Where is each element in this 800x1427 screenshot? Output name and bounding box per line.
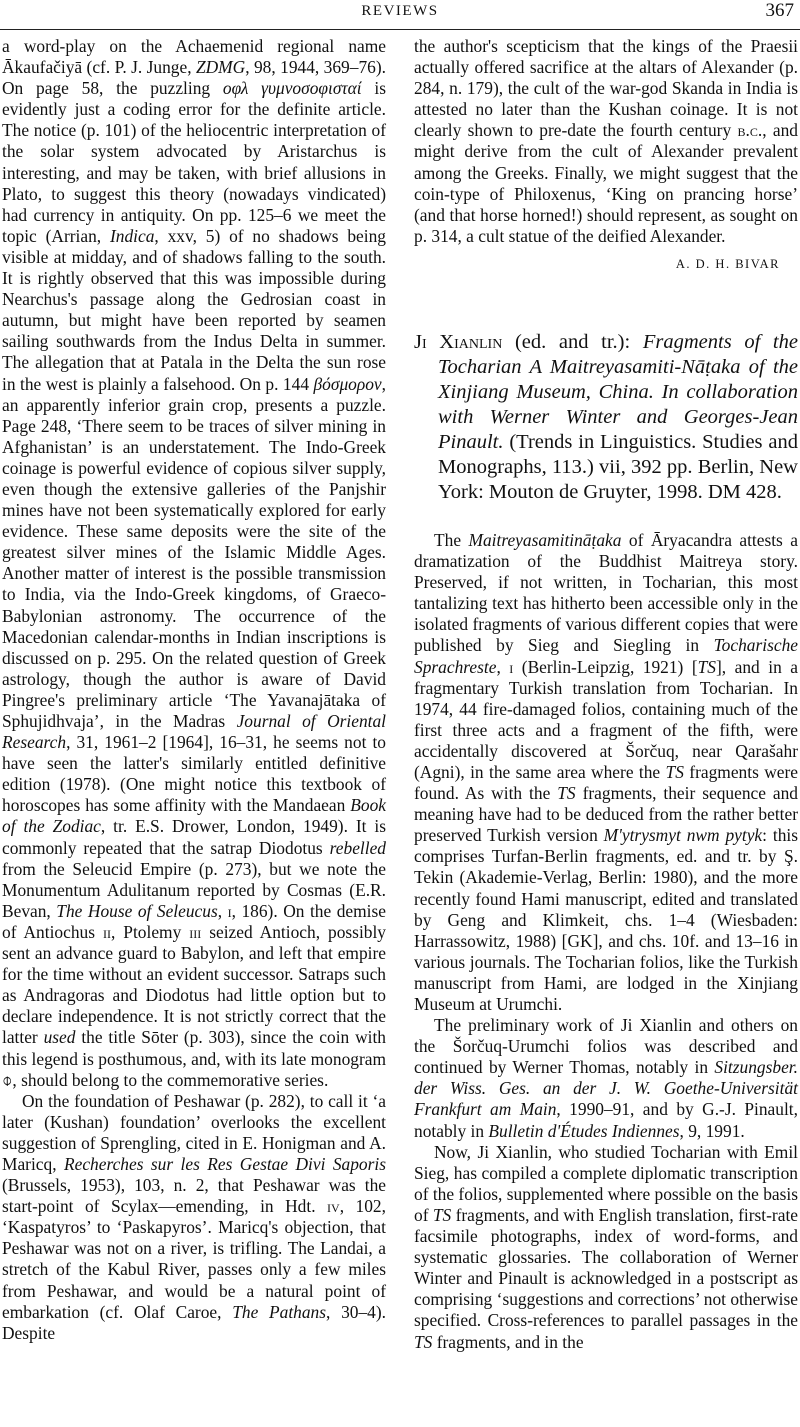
text-run: from the Seleucid Empire (p. 273), but we note the Monumentum Adulitanum reported by Cosmas (E.R. Bevan, — [2, 858, 386, 921]
text-run: On the foundation of Peshawar (p. 282), to call it ‘a later (Kushan) foundation’ overlooks the excellent suggestion of Sprengling, cited in E. Honigman and A. Maricq, — [2, 1090, 386, 1174]
text-run: , — [217, 900, 228, 921]
italic-text: βόσμορον — [313, 373, 382, 394]
small-caps-text: ii — [102, 921, 111, 942]
small-caps-text: iv — [327, 1196, 340, 1217]
review-paragraph-3 — [414, 1142, 798, 1353]
italic-text: Bulletin d'Études Indiennes — [488, 1120, 680, 1141]
italic-text: TS — [432, 1204, 452, 1225]
book-heading — [414, 330, 798, 505]
italic-text: Maitreyasamitināṭaka — [468, 529, 622, 550]
italic-text: The Pathans — [232, 1301, 327, 1322]
previous-review-ending — [414, 36, 798, 247]
text-run: , 9, 1991. — [679, 1120, 745, 1141]
small-caps-text: iii — [189, 921, 202, 942]
text-run: fragments, and in the — [432, 1331, 584, 1352]
review-paragraph-2 — [414, 1015, 798, 1142]
italic-text: used — [43, 1027, 76, 1048]
text-run: , xxv, 5) of no shadows being visible at midday, and of shadows falling to the south. It is rightly observed that this was impossible during Nearchus's passage along the Gedrosian coast in autumn, but might have been reported by seamen sailing southwards from the Indus Delta in summer. The allegation that at Patala in the Delta the sun rose in the west is plainly a falsehood. On p. 144 — [2, 225, 386, 394]
small-caps-text: Ji Xianlin — [414, 330, 503, 353]
italic-text: The House of Seleucus — [56, 900, 218, 921]
italic-text: M'ytrysmyt nwm pytyk — [603, 825, 763, 846]
text-run: , Ptolemy — [110, 921, 190, 942]
page-header — [0, 0, 800, 30]
text-run: of Āryacandra attests a dramatization of the Buddhist Maitreya story. Preserved, if not written, in Tocharian, this most tantalizing text has hitherto been accessible only in the isolated fragments of various different copies that were published by Sieg and Siegling in — [414, 529, 798, 656]
running-head: REVIEWS — [361, 3, 439, 19]
italic-text: ZDMG — [195, 57, 246, 78]
text-run: , and might derive from the cult of Alexander prevalent among the Greeks. Finally, we might suggest that the coin-type of Philoxenus, ‘King on prancing horse’ (and that horse horned!) should represent, as sought on p. 314, a cult statue of the deified Alexander. — [414, 120, 798, 246]
text-run: (Trends in Linguistics. Studies and Monographs, 113.) vii, 392 pp. Berlin, New York: Mouton de Gruyter, 1998. DM 428. — [438, 430, 798, 503]
text-run: , — [496, 656, 510, 677]
text-run: (Berlin-Leipzig, 1921) [ — [513, 656, 698, 677]
text-run: (Brussels, 1953), 103, n. 2, that Peshawar was the start-point of Scylax—emending, in Hdt. — [2, 1175, 386, 1217]
italic-text: Recherches sur les Res Gestae Divi Saporis — [63, 1153, 386, 1174]
text-run: the title Sōter (p. 303), since the coin with this legend is posthumous, and, with its late monogram ⌽, should belong to the commemorative series. — [2, 1027, 386, 1090]
italic-text: Book of the Zodiac — [2, 795, 386, 837]
small-caps-text: b.c. — [737, 120, 763, 141]
text-run: , 30–4). Despite — [2, 1301, 386, 1343]
text-run: a word-play on the Achaemenid regional name Ākaufačiyā (cf. P. J. Junge, — [2, 36, 386, 78]
italic-text: TS — [557, 783, 576, 804]
right-column — [414, 36, 798, 1353]
text-run: fragments, their sequence and meaning have had to be deduced from the rather better preserved Turkish version — [414, 783, 799, 846]
text-run: , 186). On the demise of Antiochus — [2, 900, 386, 942]
italic-text: Tocharische Sprachreste — [414, 635, 798, 677]
italic-text: Indica — [109, 225, 155, 246]
text-run: The — [434, 529, 469, 550]
reviewer-signature: A. D. H. BIVAR — [675, 256, 780, 271]
text-run: fragments, and with English translation, first-rate facsimile photographs, index of word-forms, and systematic glossaries. The collaboration of Werner Winter and Pinault is acknowledged in a postscript as comprising ‘suggestions and corrections’ not otherwise specified. Cross-references to parallel passages in the — [414, 1204, 798, 1331]
italic-text: TS — [414, 1331, 433, 1352]
small-caps-text: i — [227, 900, 232, 921]
italic-text: rebelled — [329, 837, 386, 858]
text-run: ], and in a fragmentary Turkish translation from Tocharian. In 1974, 44 fire-damaged folios, containing much of the first three acts and a fragment of the fifth, were accidentally discovered at Šorčuq, near Qarašahr (Agni), in the same area where the — [414, 656, 798, 782]
header-rule — [0, 29, 800, 30]
left-paragraph-2 — [2, 1091, 386, 1344]
text-run: Now, Ji Xianlin, who studied Tocharian with Emil Sieg, has compiled a complete diplomatic transcription of the folios, supplemented where possible on the basis of — [414, 1141, 798, 1225]
text-run: the author's scepticism that the kings of the Praesii actually offered sacrifice at the altars of Alexander (p. 284, n. 179), the cult of the war-god Skanda in India is attested no later than the Kushan coinage. It is not clearly shown to pre-date the fourth century — [414, 36, 798, 141]
text-run: , 31, 1961–2 [1964], 16–31, he seems not to have seen the latter's similarly entitled definitive edition (1978). (One might notice this textbook of horoscopes has some affinity with the Mandaean — [2, 732, 386, 816]
text-run: , 1990–91, and by G.-J. Pinault, notably in — [414, 1099, 798, 1141]
review-paragraph-1 — [414, 530, 798, 1015]
text-run: fragments were found. As with the — [414, 761, 799, 804]
text-run: , an apparently inferior grain crop, presents a puzzle. Page 248, ‘There seem to be traces of silver mining in Afghanistan’ is an understatement. The Indo-Greek coinage is powerful evidence of copious silver supply, even though the extensive galleries of the Panjshir mines have not been systematically explored for early evidence. These same deposits were the site of the greatest silver mines of the Islamic Middle Ages. Another matter of interest is the possible transmission to India, via the Indo-Greek kingdoms, of Graeco-Babylonian astronomy. The occurrence of the Macedonian calendar-months in Indian inscriptions is discussed on p. 295. On the related question of Greek astrology, though the author is aware of David Pingree's preliminary article ‘The Yavanajātaka of Sphujidhvaja’, in the Madras — [2, 373, 386, 731]
text-run: : this comprises Turfan-Berlin fragments, ed. and tr. by Ş. Tekin (Akademie-Verlag, Berlin: 1980), and the more recently found Hami manuscript, edited and translated by Geng and Klimkeit, chs. 1–4 (Wiesbaden: Harrassowitz, 1988) [GK], and chs. 10f. and 13–16 in various journals. The Tocharian folios, like the Turkish manuscript from Hami, are lodged in the Xinjiang Museum at Urumchi. — [414, 825, 798, 1014]
left-paragraph-1 — [2, 36, 386, 1091]
page-number: 367 — [765, 0, 794, 21]
italic-text: TS — [697, 656, 717, 677]
small-caps-text: i — [509, 656, 514, 677]
text-run: , 102, ‘Kaspatyros’ to ‘Paskapyros’. Maricq's objection, that Peshawar was not on a river, is trifling. The Landai, a stretch of the Kabul River, passes only a few miles from Peshawar, and would be a natural point of embarkation (cf. Olaf Caroe, — [2, 1196, 386, 1322]
text-run: (ed. and tr.): — [502, 330, 643, 353]
italic-text: οφλ γυμνοσοφισταί — [222, 78, 362, 99]
text-run: , 98, 1944, 369–76). On page 58, the puzzling — [2, 57, 386, 99]
text-run: The preliminary work of Ji Xianlin and others on the Šorčuq-Urumchi folios was described and continued by Werner Thomas, notably in — [414, 1015, 798, 1078]
italic-text: Fragments of the Tocharian A Maitreyasamiti-Nāṭaka of the Xinjiang Museum, China. In collaboration with Werner Winter and Georges-Jean Pinault. — [438, 330, 798, 453]
left-column — [2, 36, 386, 1344]
italic-text: Sitzungsber. der Wiss. Ges. an der J. W. Goethe-Universität Frankfurt am Main — [414, 1057, 798, 1120]
text-run: , tr. E.S. Drower, London, 1949). It is commonly repeated that the satrap Diodotus — [2, 816, 386, 858]
text-run: seized Antioch, possibly sent an advance guard to Babylon, and left that empire for the time without an evident successor. Satraps such as Andragoras and Diodotus had little option but to declare independence. It is not strictly correct that the latter — [2, 921, 386, 1048]
text-run: is evidently just a coding error for the definite article. The notice (p. 101) of the heliocentric interpretation of the solar system advocated by Aristarchus is interesting, and may be taken, with brief allusions in Plato, to suggest this theory (nowadays vindicated) had currency in antiquity. On pp. 125–6 we meet the topic (Arrian, — [2, 78, 386, 246]
italic-text: Journal of Oriental Research — [2, 711, 386, 753]
italic-text: TS — [665, 761, 684, 782]
review-body — [414, 530, 798, 1353]
